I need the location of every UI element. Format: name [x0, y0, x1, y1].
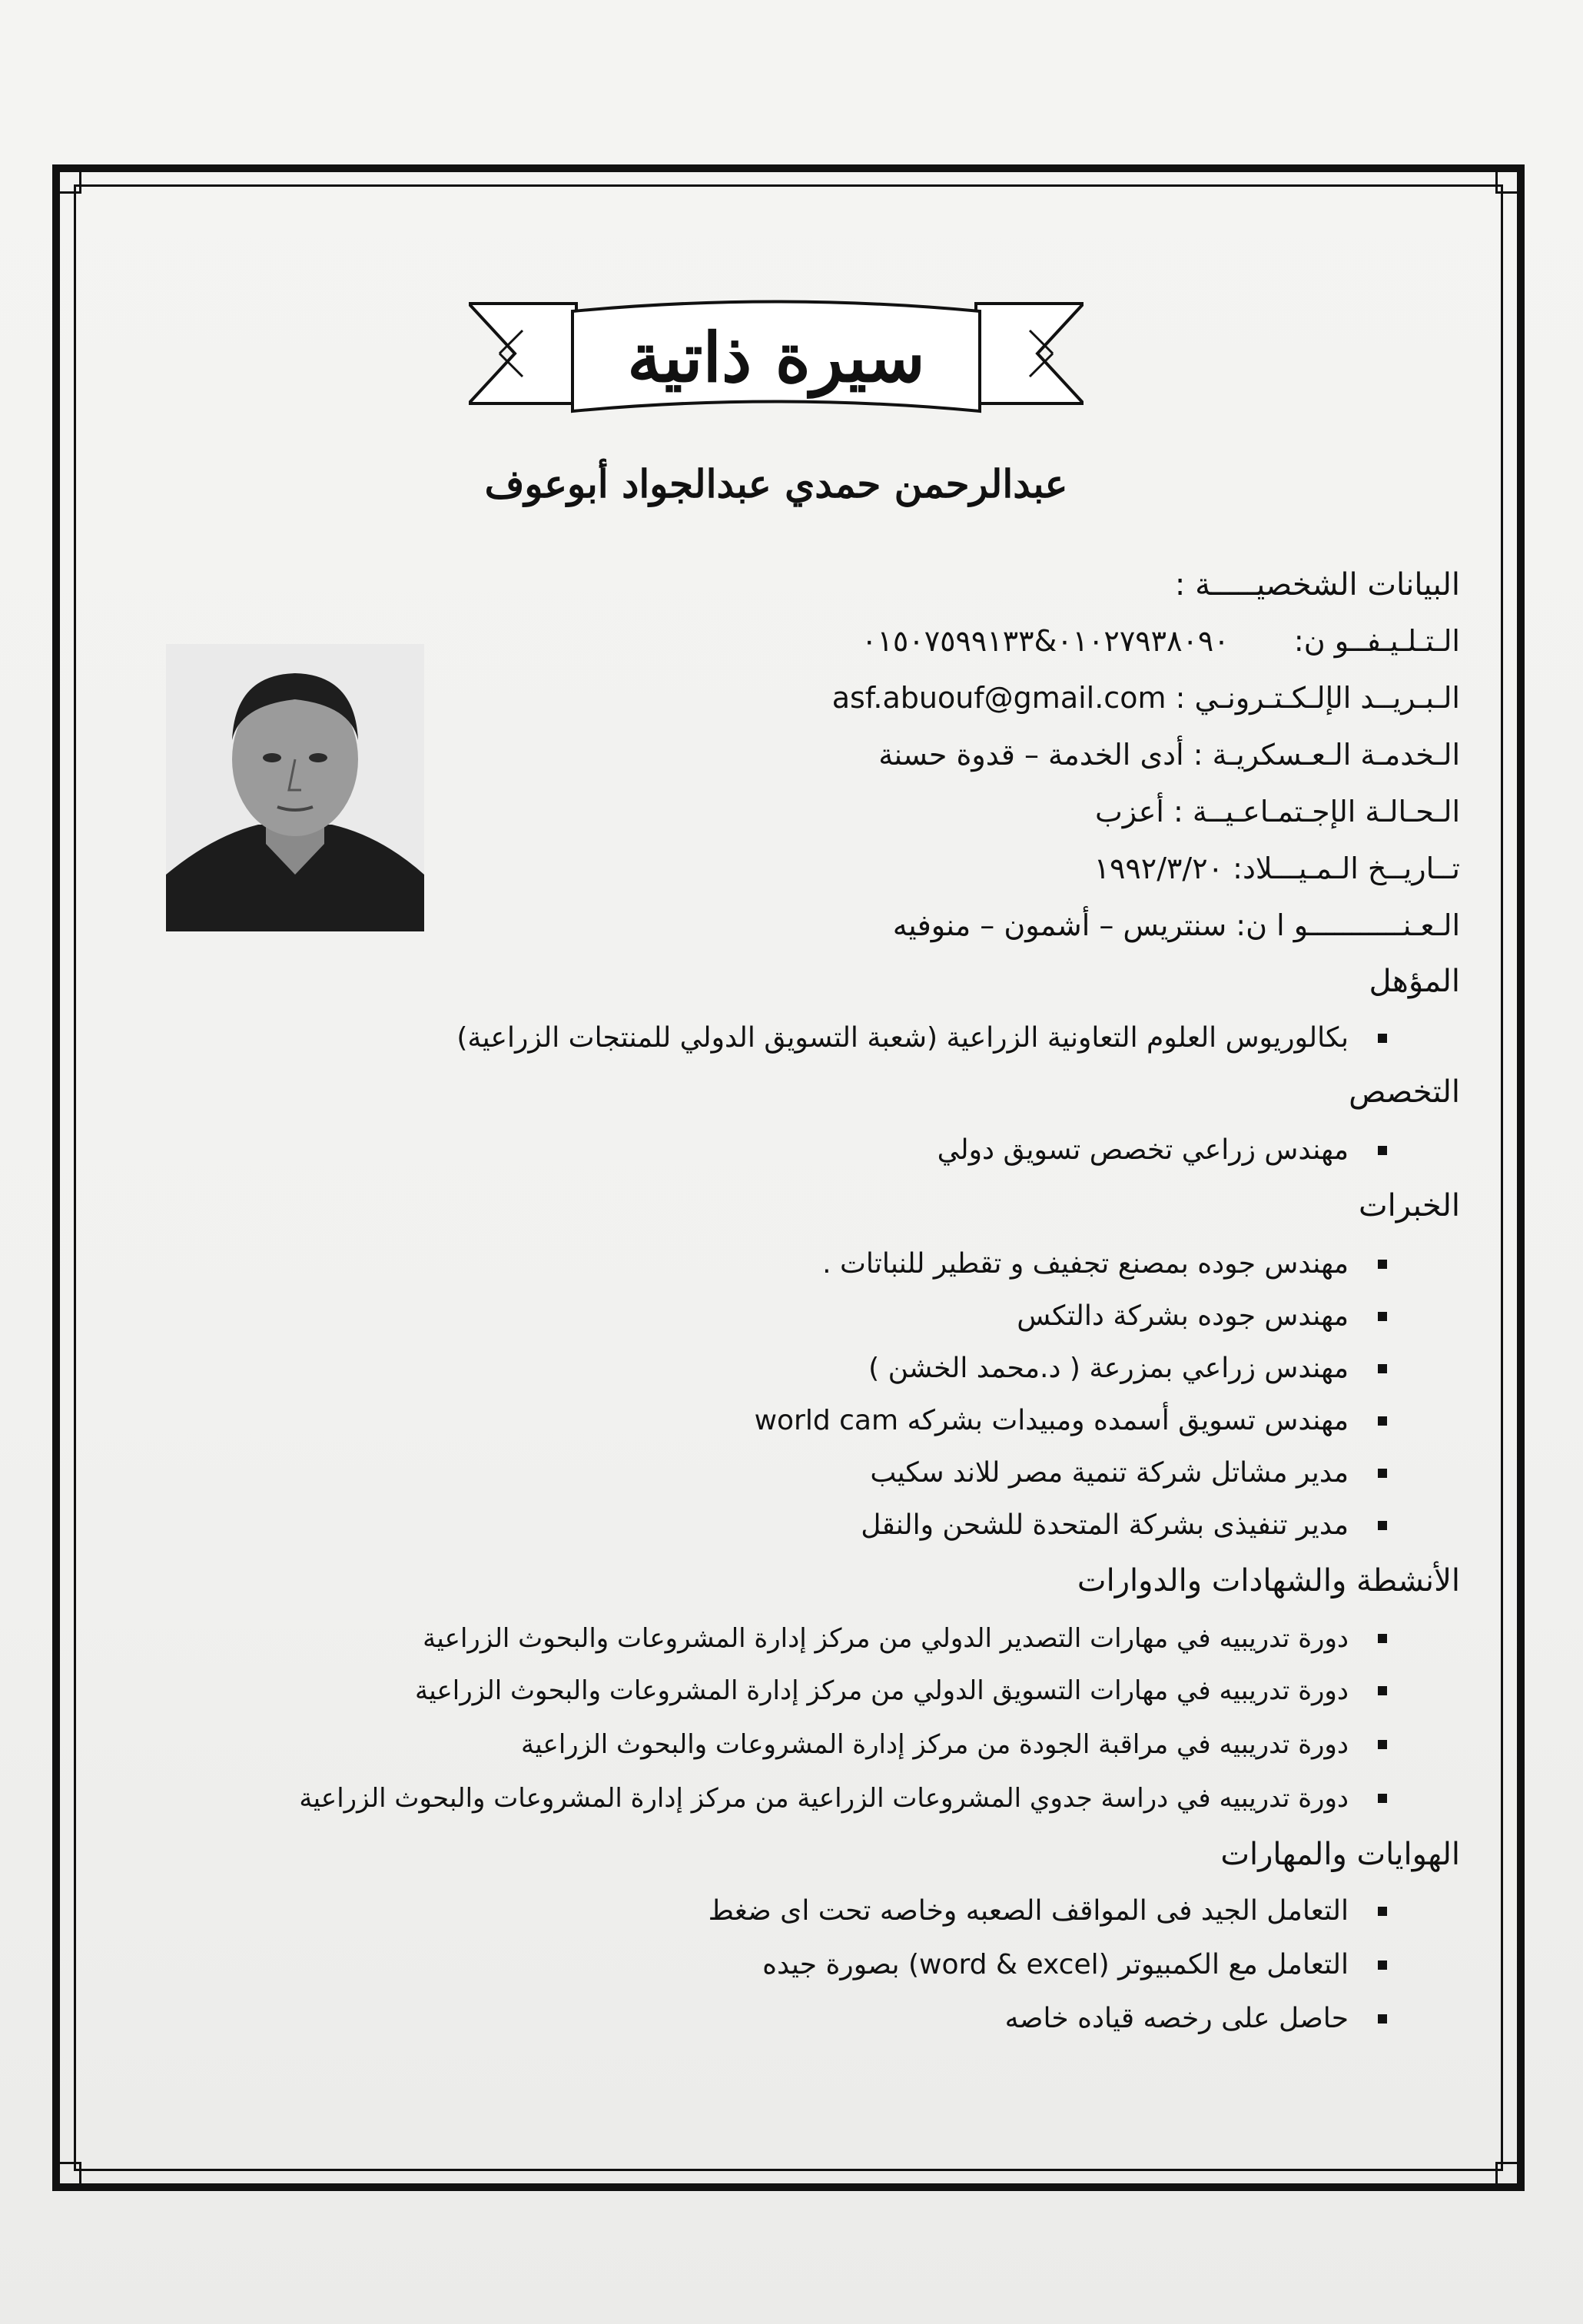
corner-ornament — [55, 2162, 81, 2188]
activity-text: دورة تدريبيه في مراقبة الجودة من مركز إدارة المشروعات والبحوث الزراعية — [521, 1729, 1349, 1760]
list-item — [762, 1949, 1387, 1980]
email-row — [832, 681, 1460, 715]
list-item — [938, 1134, 1387, 1166]
military-row — [878, 738, 1460, 772]
experience-text: مدير مشاتل شركة تنمية مصر للاند سكيب — [870, 1457, 1349, 1489]
birth-value: ١٩٩٢/٣/٢٠ — [1093, 852, 1224, 885]
bullet-icon — [1378, 1034, 1387, 1043]
phone-value: ٠١٠٢٧٩٣٨٠٩٠&٠١٥٠٧٥٩٩١٣٣ — [861, 624, 1230, 658]
bullet-icon — [1378, 1469, 1387, 1478]
hobby-text: حاصل على رخصه قياده خاصه — [1004, 2003, 1349, 2034]
list-item — [299, 1783, 1387, 1814]
phone-row — [861, 624, 1460, 658]
bullet-icon — [1378, 1686, 1387, 1695]
list-item — [423, 1623, 1387, 1654]
bullet-icon — [1378, 1416, 1387, 1426]
list-item — [861, 1509, 1387, 1541]
bullet-icon — [1378, 1312, 1387, 1321]
person-name: عبدالرحمن حمدي عبدالجواد أبوعوف — [484, 461, 1068, 506]
bullet-icon — [1378, 1794, 1387, 1803]
corner-ornament — [1495, 2162, 1522, 2188]
hobby-text: التعامل الجيد فى المواقف الصعبه وخاصه تحت اى ضغط — [708, 1895, 1349, 1927]
qualification-heading: المؤهل — [1369, 964, 1460, 999]
birth-row — [1094, 852, 1460, 885]
experience-text: مهندس جوده بمصنع تجفيف و تقطير للنباتات . — [822, 1248, 1349, 1280]
list-item — [709, 1895, 1387, 1927]
military-label: الـخدمـة الـعـسكريـة : — [1193, 738, 1460, 772]
corner-ornament — [1495, 168, 1522, 194]
personal-info-heading: البيانات الشخصيـــــة : — [1174, 567, 1460, 603]
marital-row — [1095, 795, 1460, 828]
experience-heading: الخبرات — [1358, 1188, 1460, 1223]
activity-text: دورة تدريبيه في مهارات التسويق الدولي من مركز إدارة المشروعات والبحوث الزراعية — [415, 1675, 1349, 1706]
military-value: أدى الخدمة – قدوة حسنة — [878, 738, 1184, 772]
document-title: سيرة ذاتية — [627, 317, 925, 397]
bullet-icon — [1378, 2014, 1387, 2024]
bullet-icon — [1378, 1960, 1387, 1970]
experience-text: مهندس تسويق أسمده ومبيدات بشركه world cam — [754, 1405, 1349, 1436]
experience-text: مهندس زراعي بمزرعة ( د.محمد الخشن ) — [868, 1353, 1349, 1384]
bullet-icon — [1378, 1740, 1387, 1749]
phone-label: الـتـلـيـفــو ن: — [1293, 624, 1460, 658]
list-item — [415, 1675, 1387, 1706]
activities-heading: الأنشطة والشهادات والدوارات — [1077, 1563, 1460, 1599]
qualification-text: بكالوريوس العلوم التعاونية الزراعية (شعبة التسويق الدولي للمنتجات الزراعية) — [456, 1022, 1349, 1054]
list-item — [822, 1248, 1387, 1280]
activity-text: دورة تدريبيه في مهارات التصدير الدولي من مركز إدارة المشروعات والبحوث الزراعية — [423, 1623, 1349, 1654]
list-item — [1005, 2003, 1387, 2034]
experience-text: مدير تنفيذى بشركة المتحدة للشحن والنقل — [861, 1509, 1349, 1541]
experience-text: مهندس جوده بشركة دالتكس — [1017, 1300, 1349, 1332]
specialization-text: مهندس زراعي تخصص تسويق دولي — [937, 1134, 1349, 1166]
address-row — [893, 908, 1460, 942]
hobbies-heading: الهوايات والمهارات — [1220, 1837, 1460, 1872]
profile-photo — [166, 644, 424, 931]
marital-value: أعزب — [1094, 795, 1164, 828]
marital-label: الـحـالـة الإجـتمـاعـيــة : — [1173, 795, 1460, 828]
bullet-icon — [1378, 1260, 1387, 1269]
bullet-icon — [1378, 1364, 1387, 1373]
list-item — [870, 1457, 1387, 1489]
email-value: asf.abuouf@gmail.com — [831, 681, 1167, 715]
address-label: الـعـنـــــــــــو ا ن: — [1236, 908, 1460, 942]
corner-ornament — [55, 168, 81, 194]
email-label: الـبـريــد الإلـكـتـرونـي : — [1175, 681, 1460, 715]
list-item — [521, 1729, 1387, 1760]
specialization-heading: التخصص — [1349, 1074, 1460, 1110]
address-value: سنتريس – أشمون – منوفيه — [892, 908, 1227, 942]
list-item — [868, 1353, 1387, 1384]
bullet-icon — [1378, 1907, 1387, 1916]
list-item — [456, 1022, 1387, 1054]
list-item — [755, 1405, 1387, 1436]
birth-label: تــاريــخ الـمـيـــلاد: — [1233, 852, 1460, 885]
activity-text: دورة تدريبيه في دراسة جدوي المشروعات الزراعية من مركز إدارة المشروعات والبحوث الزراعية — [299, 1783, 1349, 1814]
hobby-text: التعامل مع الكمبيوتر (word & excel) بصورة جيده — [762, 1949, 1349, 1980]
bullet-icon — [1378, 1521, 1387, 1530]
bullet-icon — [1378, 1634, 1387, 1643]
bullet-icon — [1378, 1146, 1387, 1155]
list-item — [1017, 1300, 1387, 1332]
